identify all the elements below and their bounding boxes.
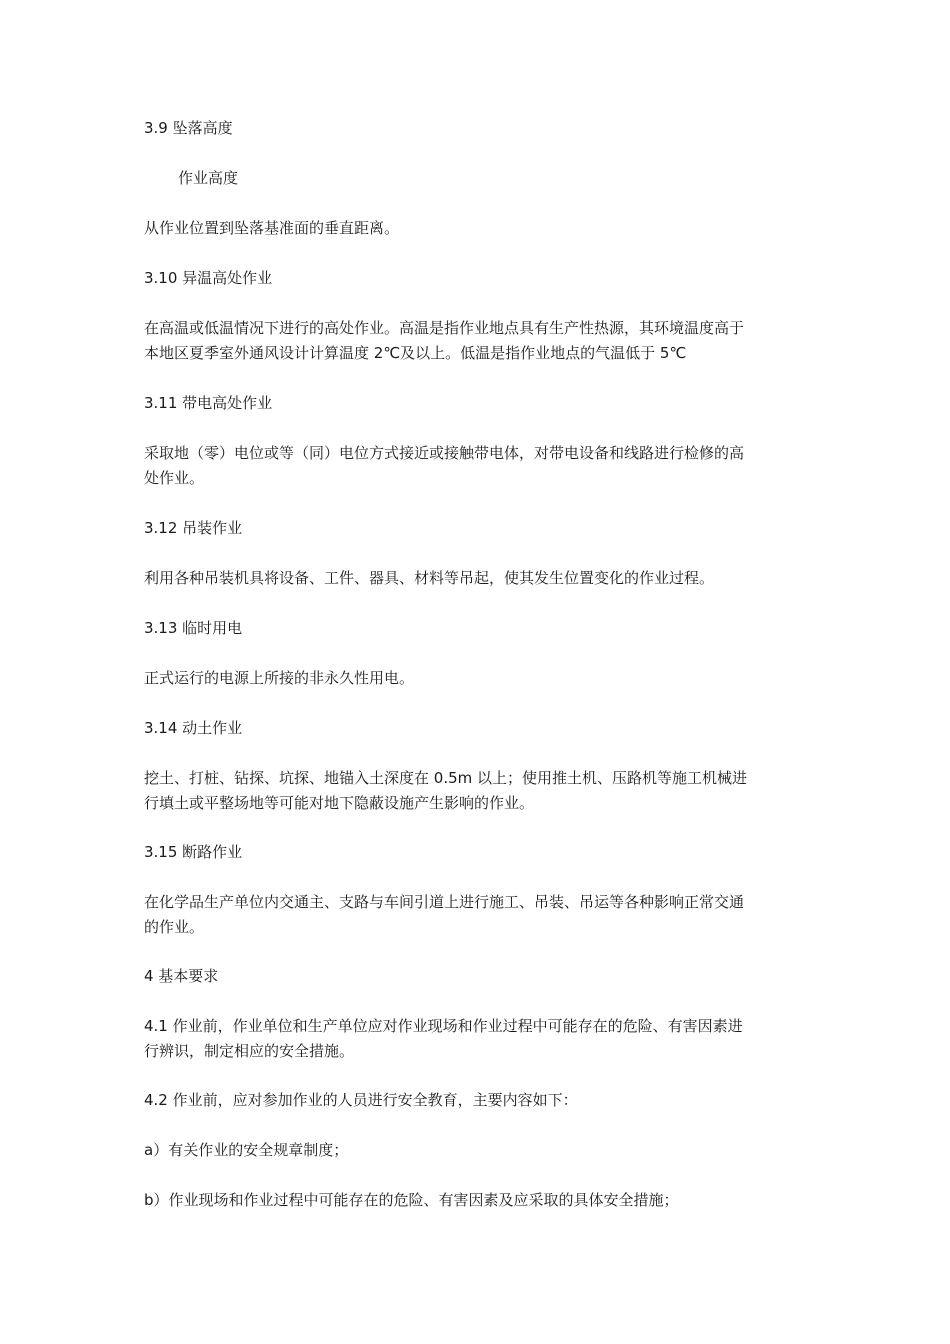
term-alias: 作业高度 <box>178 169 239 187</box>
section-heading-3-13: 3.13 临时用电 <box>144 619 243 637</box>
section-heading-3-12: 3.12 吊装作业 <box>144 519 243 537</box>
section-heading-3-14: 3.14 动土作业 <box>144 719 243 737</box>
requirement-4-2: 4.2 作业前，应对参加作业的人员进行安全教育，主要内容如下： <box>144 1091 578 1109</box>
definition-text: 利用各种吊装机具将设备、工件、器具、材料等吊起，使其发生位置变化的作业过程。 <box>144 569 715 587</box>
section-heading-3-15: 3.15 断路作业 <box>144 843 243 861</box>
section-heading-3-9: 3.9 坠落高度 <box>144 119 233 137</box>
definition-text: 在化学品生产单位内交通主、支路与车间引道上进行施工、吊装、吊运等各种影响正常交通 的作业。 <box>144 893 745 936</box>
section-heading-4: 4 基本要求 <box>144 967 219 985</box>
requirement-4-1: 4.1 作业前，作业单位和生产单位应对作业现场和作业过程中可能存在的危险、有害因素进 行辨识，制定相应的安全措施。 <box>144 1017 743 1060</box>
section-heading-3-11: 3.11 带电高处作业 <box>144 394 273 412</box>
section-heading-3-10: 3.10 异温高处作业 <box>144 269 273 287</box>
definition-text: 正式运行的电源上所接的非永久性用电。 <box>144 669 415 687</box>
definition-text: 挖土、打桩、钻探、坑探、地锚入土深度在 0.5m 以上；使用推土机、压路机等施工机械进 行填土或平整场地等可能对地下隐蔽设施产生影响的作业。 <box>144 769 748 812</box>
definition-text: 采取地（零）电位或等（同）电位方式接近或接触带电体，对带电设备和线路进行检修的高 处作业。 <box>144 444 745 487</box>
definition-text: 在高温或低温情况下进行的高处作业。高温是指作业地点具有生产性热源，其环境温度高于 本地区夏季室外通风设计计算温度 2℃及以上。低温是指作业地点的气温低于 5℃ <box>144 319 745 362</box>
definition-text: 从作业位置到坠落基准面的垂直距离。 <box>144 219 400 237</box>
list-item-a: a）有关作业的安全规章制度； <box>144 1141 349 1159</box>
list-item-b: b）作业现场和作业过程中可能存在的危险、有害因素及应采取的具体安全措施； <box>144 1191 679 1209</box>
